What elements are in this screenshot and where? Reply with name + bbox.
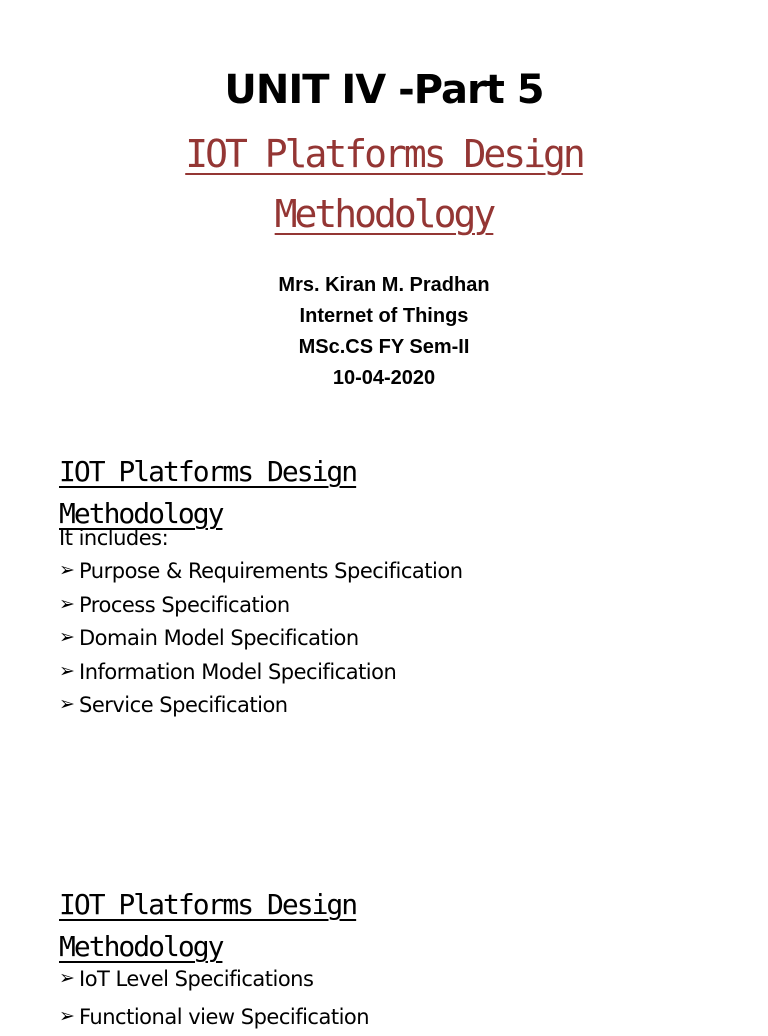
list-item-label: Information Model Specification xyxy=(79,659,397,684)
list-item-label: Purpose & Requirements Specification xyxy=(79,559,463,584)
arrow-bullet-icon: ➢ xyxy=(59,693,75,716)
list-item xyxy=(59,689,463,723)
arrow-bullet-icon: ➢ xyxy=(59,1004,75,1027)
arrow-bullet-icon: ➢ xyxy=(59,559,75,582)
arrow-bullet-icon: ➢ xyxy=(59,626,75,649)
section-heading-1-line-1: IOT Platforms Design xyxy=(59,455,357,488)
arrow-bullet-icon: ➢ xyxy=(59,966,75,989)
list-item-label: Process Specification xyxy=(79,592,290,617)
specification-list-2 xyxy=(59,960,369,1036)
list-item xyxy=(59,589,463,623)
list-item xyxy=(59,622,463,656)
unit-title: UNIT IV -Part 5 xyxy=(224,67,544,113)
specification-list-1 xyxy=(59,555,463,723)
subject-name: Internet of Things xyxy=(299,305,469,327)
list-item-label: Service Specification xyxy=(79,693,288,718)
section-heading-2-line-2: Methodology xyxy=(59,930,223,963)
section-heading-1 xyxy=(59,451,479,535)
list-item xyxy=(59,960,369,998)
section-heading-2-line-1: IOT Platforms Design xyxy=(59,888,357,921)
course-name: MSc.CS FY Sem-II xyxy=(298,336,470,358)
list-item xyxy=(59,998,369,1036)
date-text: 10-04-2020 xyxy=(332,367,436,389)
list-item-label: Domain Model Specification xyxy=(79,626,359,651)
arrow-bullet-icon: ➢ xyxy=(59,659,75,682)
list-item xyxy=(59,555,463,589)
section-heading-1-line-2: Methodology xyxy=(59,497,223,530)
list-item-label: Functional view Specification xyxy=(79,1005,370,1029)
list-item xyxy=(59,656,463,690)
main-title-line-1: IOT Platforms Design xyxy=(185,132,583,176)
arrow-bullet-icon: ➢ xyxy=(59,592,75,615)
author-block xyxy=(0,270,768,394)
intro-text: It includes: xyxy=(59,526,169,550)
section-heading-2 xyxy=(59,884,479,968)
list-item-label: IoT Level Specifications xyxy=(79,967,314,991)
main-title-line-2: Methodology xyxy=(274,192,494,236)
main-title xyxy=(0,124,768,244)
author-name: Mrs. Kiran M. Pradhan xyxy=(278,274,490,296)
